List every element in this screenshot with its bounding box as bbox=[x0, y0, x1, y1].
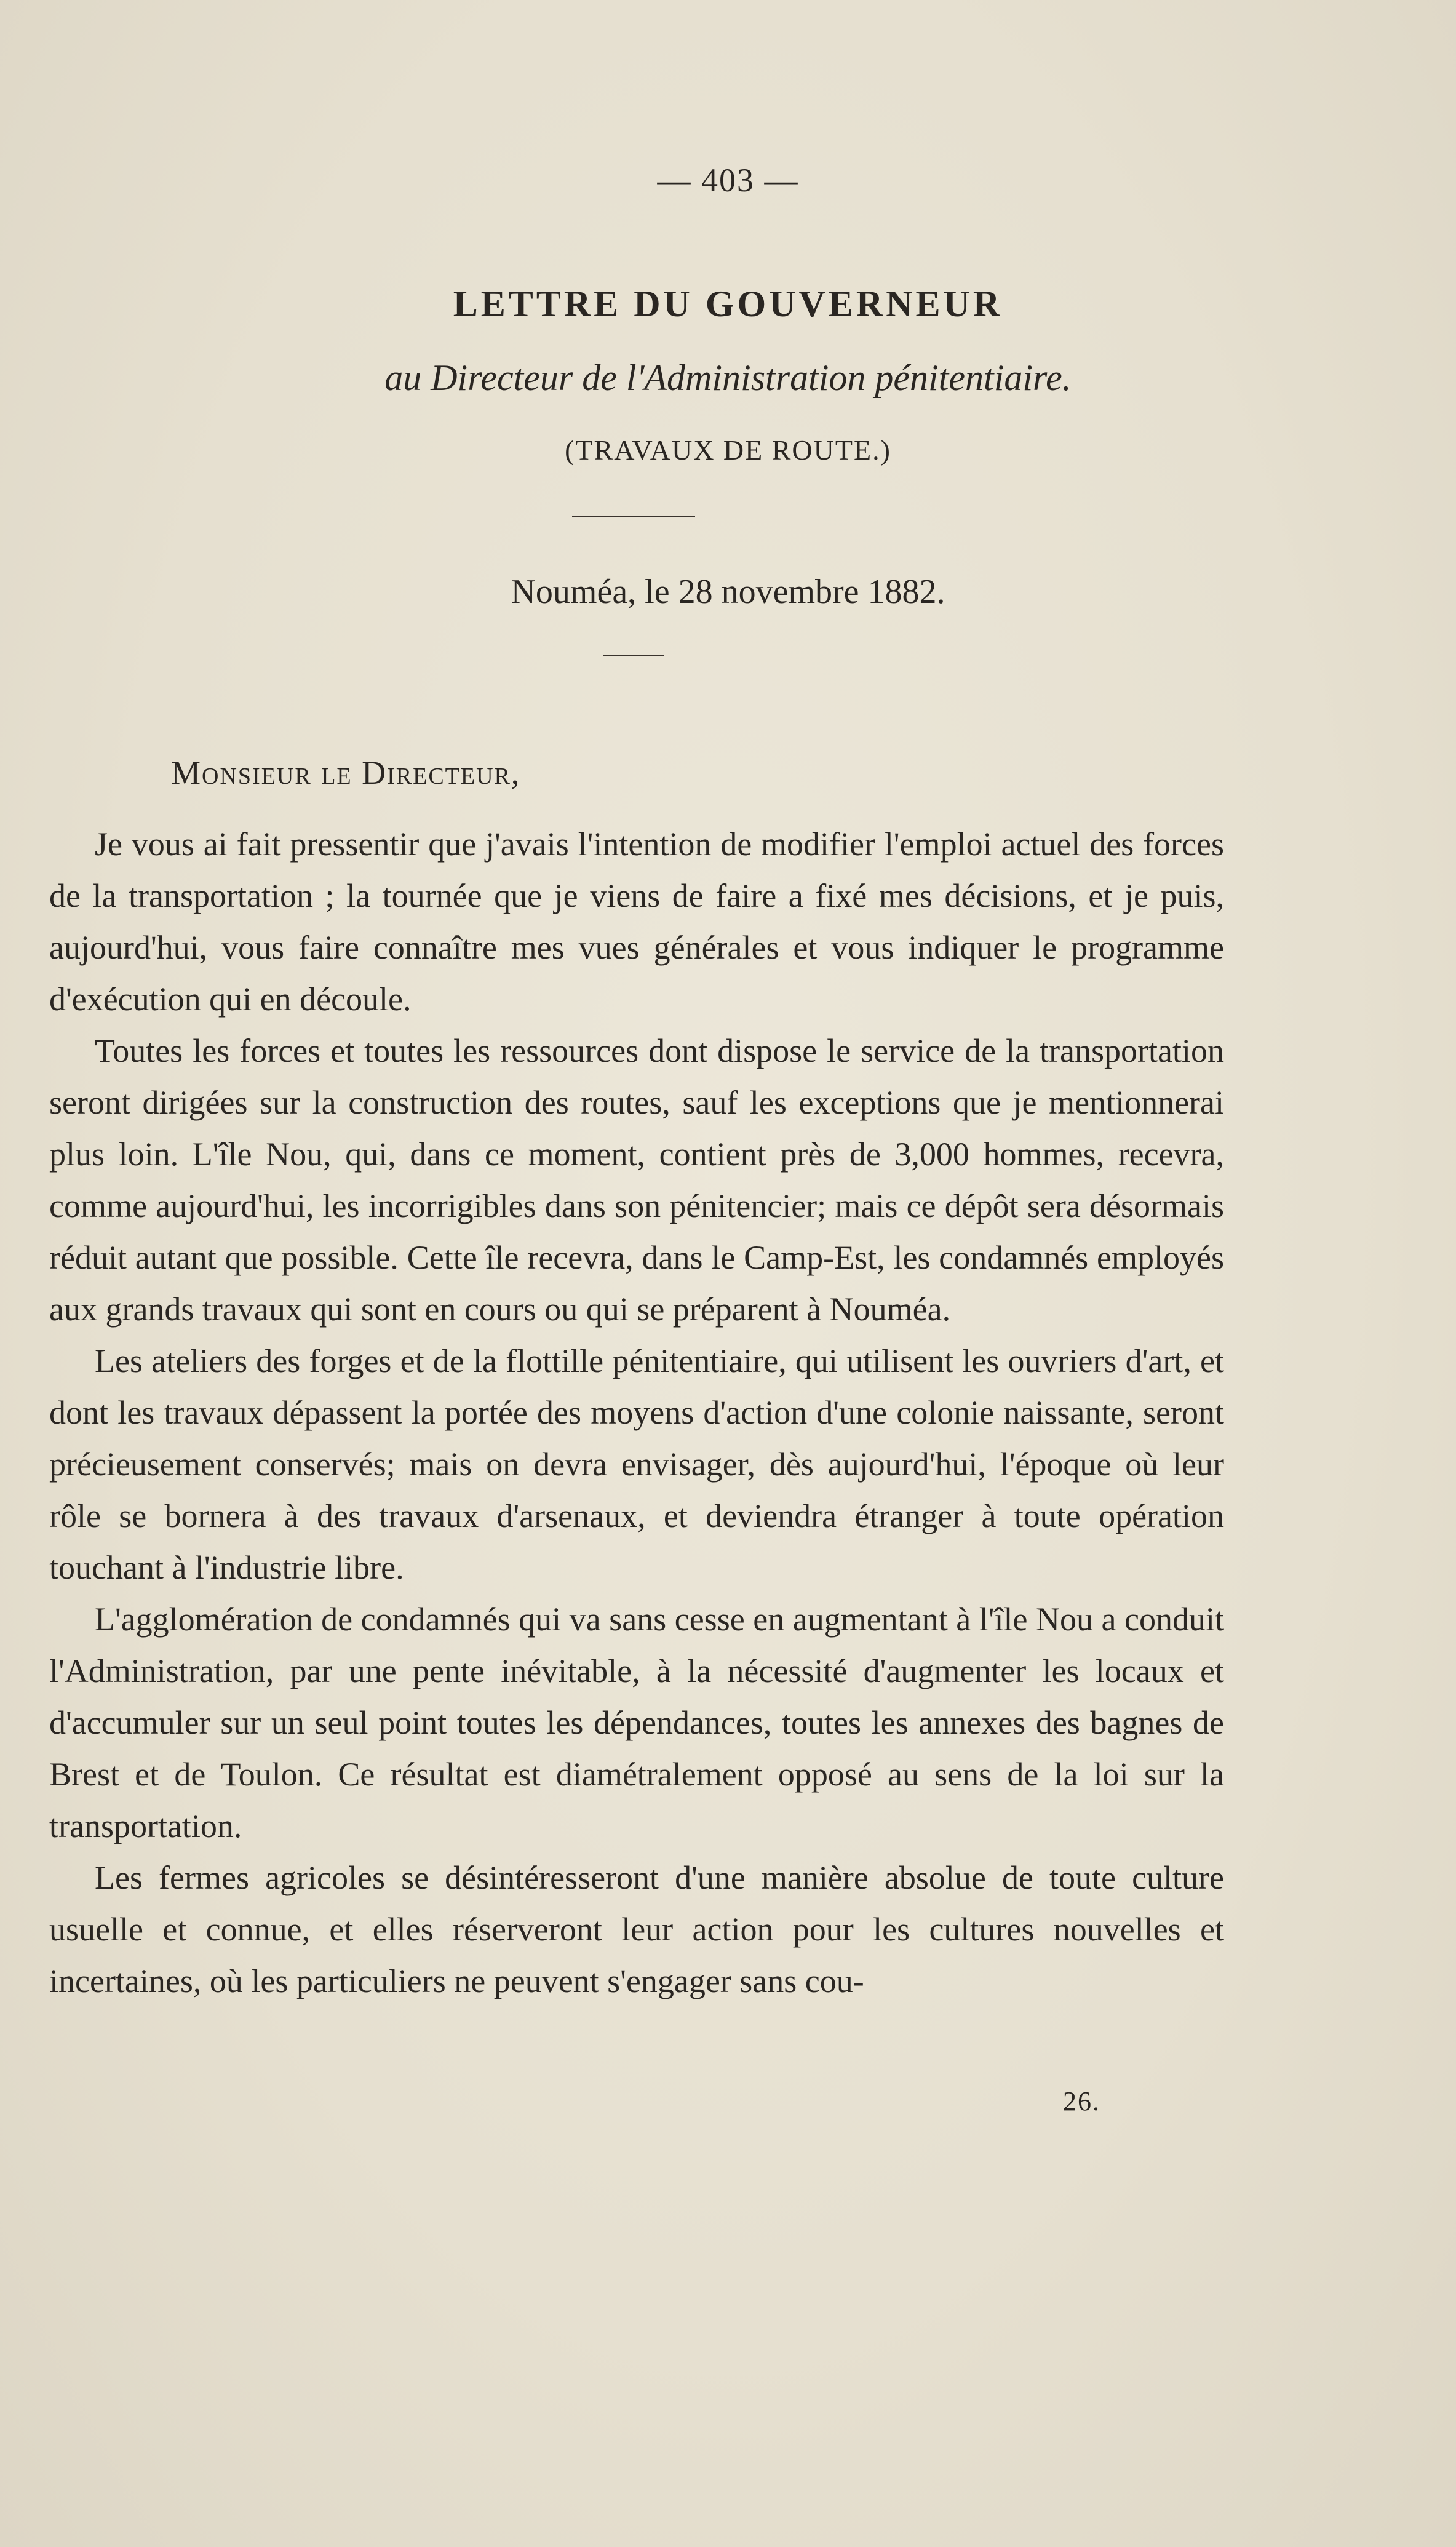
letter-subject: (TRAVAUX DE ROUTE.) bbox=[565, 434, 891, 466]
divider-rule-short bbox=[603, 655, 664, 656]
divider-rule bbox=[572, 516, 695, 517]
dateline: Nouméa, le 28 novembre 1882. bbox=[511, 573, 945, 611]
page-number: — 403 — bbox=[657, 162, 799, 199]
paragraph: L'agglomération de condamnés qui va sans cesse en augmentant à l'île Nou a conduit l'Administration, par une pente inévitable, à la nécessité d'augmenter les locaux et d'accumuler sur un seul point toutes les dépendances, toutes les annexes des bagnes de Brest et de Toulon. Ce résultat est diamétralement opposé au sens de la loi sur la transportation. bbox=[49, 1601, 1224, 1844]
letter-title: LETTRE DU GOUVERNEUR bbox=[453, 284, 1003, 324]
letter-subtitle: au Directeur de l'Administration pénitentiaire. bbox=[384, 357, 1072, 398]
paragraph: Les ateliers des forges et de la flottille pénitentiaire, qui utilisent les ouvriers d'art, et dont les travaux dépassent la portée des moyens d'action d'une colonie naissante, seront précieusement conservés; mais on devra envisager, dès aujourd'hui, l'époque où leur rôle se bornera à des travaux d'arsenaux, et deviendra étranger à toute opération touchant à l'industrie libre. bbox=[49, 1342, 1224, 1586]
paragraph: Je vous ai fait pressentir que j'avais l'intention de modifier l'emploi actuel des forces de la transportation ; la tournée que je viens de faire a fixé mes décisions, et je puis, aujourd'hui, vous faire connaître mes vues générales et vous indiquer le programme d'exécution qui en découle. bbox=[49, 826, 1224, 1018]
signature-mark: 26. bbox=[1063, 2086, 1100, 2116]
letter-body bbox=[49, 818, 1224, 2007]
paragraph: Toutes les forces et toutes les ressources dont dispose le service de la transportation seront dirigées sur la construction des routes, sauf les exceptions que je mentionnerai plus loin. L'île Nou, qui, dans ce moment, contient près de 3,000 hommes, recevra, comme aujourd'hui, les incorrigibles dans son pénitencier; mais ce dépôt sera désormais réduit autant que possible. Cette île recevra, dans le Camp-Est, les condamnés employés aux grands travaux qui sont en cours ou qui se préparent à Nouméa. bbox=[49, 1032, 1224, 1328]
paragraph: Les fermes agricoles se désintéresseront d'une manière absolue de toute culture usuelle et connue, et elles réserveront leur action pour les cultures nouvelles et incertaines, où les particuliers ne peuvent s'engager sans cou- bbox=[49, 1859, 1224, 1999]
salutation: Monsieur le Directeur, bbox=[171, 754, 521, 791]
